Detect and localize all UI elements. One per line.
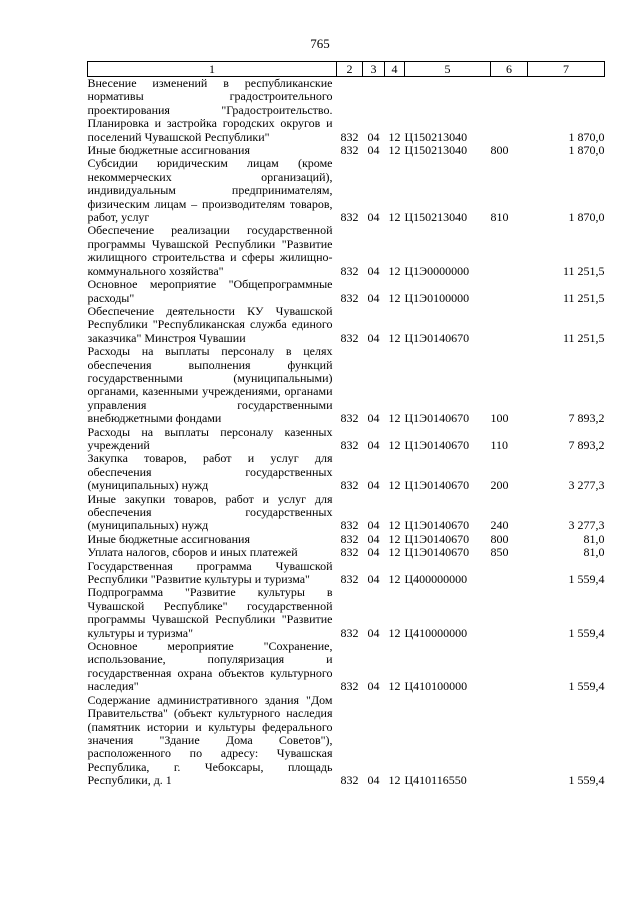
subsection-code-cell: 12 — [388, 679, 401, 694]
ministry-code-cell: 832 — [340, 290, 359, 305]
target-item-code-cell: Ц1Э0140670 — [404, 531, 470, 546]
target-item-code-cell: Ц1Э0100000 — [404, 290, 470, 305]
ministry-code-cell: 832 — [340, 478, 359, 493]
column-header: 3 — [363, 62, 385, 77]
subsection-code-cell: 12 — [388, 531, 401, 546]
target-item-code-cell: Ц1Э0140670 — [404, 518, 470, 533]
amount-cell: 1 559,4 — [568, 572, 605, 587]
row-name-cell: Обеспечение деятельности КУ Чувашской Республики "Республиканская служба единого заказчика" Минстроя Чувашии — [87, 303, 333, 345]
column-header: 6 — [491, 62, 528, 77]
expense-type-cell — [491, 278, 528, 305]
ministry-code-cell: 832 — [340, 679, 359, 694]
subsection-code-cell: 12 — [388, 437, 401, 452]
table-row — [88, 560, 605, 587]
table-row — [88, 640, 605, 694]
section-code-cell: 04 — [367, 545, 380, 560]
amount-cell: 81,0 — [583, 545, 605, 560]
expense-type-cell: 110 — [490, 437, 509, 452]
row-name-cell: Иные закупки товаров, работ и услуг для обеспечения государственных (муниципальных) нужд — [87, 491, 333, 533]
row-name-cell: Иные бюджетные ассигнования — [87, 531, 250, 546]
table-row — [88, 694, 605, 788]
target-item-code-cell: Ц1Э0140670 — [404, 411, 470, 426]
row-name-cell: Обеспечение реализации государственной программы Чувашской Республики "Развитие жилищного строительства и сферы жилищно-коммунального хозяйства" — [87, 223, 333, 278]
subsection-code-cell: 12 — [388, 210, 401, 225]
target-item-code-cell: Ц1Э0000000 — [404, 263, 470, 278]
row-name-cell: Подпрограмма "Развитие культуры в Чувашской Республике" государственной программы Чувашской Республики "Развитие культуры и туризма" — [87, 585, 333, 640]
table-row — [88, 533, 605, 546]
section-code-cell: 04 — [367, 330, 380, 345]
expense-type-cell — [491, 305, 528, 345]
section-code-cell: 04 — [367, 129, 380, 144]
target-item-code-cell: Ц1Э0140670 — [404, 478, 470, 493]
section-code-cell: 04 — [367, 263, 380, 278]
table-row — [88, 546, 605, 559]
section-code-cell: 04 — [367, 210, 380, 225]
amount-cell: 1 559,4 — [568, 773, 605, 788]
subsection-code-cell: 12 — [388, 625, 401, 640]
column-header: 7 — [528, 62, 605, 77]
subsection-code-cell: 12 — [388, 263, 401, 278]
target-item-code-cell: Ц410100000 — [404, 679, 468, 694]
row-name-cell: Основное мероприятие "Сохранение, использование, популяризация и государственная охрана объектов культурного наследия" — [87, 639, 333, 694]
table-row — [88, 426, 605, 453]
ministry-code-cell: 832 — [340, 531, 359, 546]
row-name-cell: Расходы на выплаты персоналу в целях обеспечения выполнения функций государственными (муниципальными) органами, казенными учреждениями, органами управления государственными внебюджетными фондами — [87, 344, 333, 426]
row-name-cell: Внесение изменений в республиканские нормативы градостроительного проектирования "Градостроительство. Планировка и застройка городских округов и поселений Чувашской Республики" — [87, 76, 333, 144]
expense-type-cell — [491, 224, 528, 278]
section-code-cell: 04 — [367, 478, 380, 493]
expense-type-cell: 810 — [490, 210, 509, 225]
column-header: 1 — [88, 62, 337, 77]
amount-cell: 81,0 — [583, 531, 605, 546]
ministry-code-cell: 832 — [340, 773, 359, 788]
amount-cell: 1 870,0 — [568, 210, 605, 225]
expense-type-cell — [491, 694, 528, 788]
amount-cell: 1 870,0 — [568, 143, 605, 158]
table-header-row — [88, 62, 605, 77]
ministry-code-cell: 832 — [340, 625, 359, 640]
amount-cell: 1 870,0 — [568, 129, 605, 144]
expense-type-cell: 800 — [490, 143, 509, 158]
table-row — [88, 493, 605, 533]
subsection-code-cell: 12 — [388, 330, 401, 345]
table-row — [88, 305, 605, 345]
section-code-cell: 04 — [367, 773, 380, 788]
target-item-code-cell: Ц1Э0140670 — [404, 545, 470, 560]
row-name-cell: Субсидии юридическим лицам (кроме некоммерческих организаций), индивидуальным предпринимателям, физическим лицам – производителям товаров, работ, услуг — [87, 156, 333, 225]
section-code-cell: 04 — [367, 531, 380, 546]
row-name-cell: Уплата налогов, сборов и иных платежей — [87, 545, 298, 560]
section-code-cell: 04 — [367, 572, 380, 587]
ministry-code-cell: 832 — [340, 411, 359, 426]
ministry-code-cell: 832 — [340, 129, 359, 144]
subsection-code-cell: 12 — [388, 773, 401, 788]
expense-type-cell: 800 — [490, 531, 509, 546]
table-row — [88, 77, 605, 145]
amount-cell: 11 251,5 — [562, 330, 605, 345]
ministry-code-cell: 832 — [340, 437, 359, 452]
ministry-code-cell: 832 — [340, 518, 359, 533]
section-code-cell: 04 — [367, 411, 380, 426]
ministry-code-cell: 832 — [340, 545, 359, 560]
amount-cell: 3 277,3 — [568, 478, 605, 493]
column-header: 5 — [405, 62, 491, 77]
amount-cell: 7 893,2 — [568, 411, 605, 426]
target-item-code-cell: Ц1Э0140670 — [404, 437, 470, 452]
amount-cell: 1 559,4 — [568, 679, 605, 694]
expense-type-cell: 850 — [490, 545, 509, 560]
expense-type-cell — [491, 586, 528, 640]
table-row — [88, 586, 605, 640]
expense-type-cell — [491, 640, 528, 694]
subsection-code-cell: 12 — [388, 129, 401, 144]
target-item-code-cell: Ц410000000 — [404, 625, 468, 640]
row-name-cell: Основное мероприятие "Общепрограммные расходы" — [87, 277, 333, 305]
ministry-code-cell: 832 — [340, 572, 359, 587]
expense-type-cell: 200 — [490, 478, 509, 493]
table-row — [88, 224, 605, 278]
section-code-cell: 04 — [367, 143, 380, 158]
target-item-code-cell: Ц400000000 — [404, 572, 468, 587]
amount-cell: 1 559,4 — [568, 625, 605, 640]
section-code-cell: 04 — [367, 679, 380, 694]
table-row — [88, 278, 605, 305]
expense-type-cell — [491, 77, 528, 145]
section-code-cell: 04 — [367, 625, 380, 640]
target-item-code-cell: Ц150213040 — [404, 210, 468, 225]
budget-table — [87, 61, 605, 788]
table-row — [88, 157, 605, 224]
subsection-code-cell: 12 — [388, 545, 401, 560]
row-name-cell: Закупка товаров, работ и услуг для обеспечения государственных (муниципальных) нужд — [87, 451, 333, 493]
section-code-cell: 04 — [367, 518, 380, 533]
subsection-code-cell: 12 — [388, 411, 401, 426]
ministry-code-cell: 832 — [340, 263, 359, 278]
target-item-code-cell: Ц410116550 — [404, 773, 467, 788]
page-number: 765 — [310, 36, 330, 51]
target-item-code-cell: Ц150213040 — [404, 143, 468, 158]
target-item-code-cell: Ц150213040 — [404, 129, 468, 144]
table-row — [88, 452, 605, 492]
amount-cell: 11 251,5 — [562, 263, 605, 278]
subsection-code-cell: 12 — [388, 572, 401, 587]
ministry-code-cell: 832 — [340, 143, 359, 158]
subsection-code-cell: 12 — [388, 518, 401, 533]
subsection-code-cell: 12 — [388, 478, 401, 493]
subsection-code-cell: 12 — [388, 143, 401, 158]
amount-cell: 7 893,2 — [568, 437, 605, 452]
column-header: 2 — [337, 62, 363, 77]
ministry-code-cell: 832 — [340, 330, 359, 345]
expense-type-cell — [491, 560, 528, 587]
row-name-cell: Иные бюджетные ассигнования — [87, 143, 250, 158]
subsection-code-cell: 12 — [388, 290, 401, 305]
row-name-cell: Государственная программа Чувашской Республики "Развитие культуры и туризма" — [87, 558, 333, 587]
table-row — [88, 345, 605, 425]
expense-type-cell: 240 — [490, 518, 509, 533]
section-code-cell: 04 — [367, 437, 380, 452]
expense-type-cell: 100 — [490, 411, 509, 426]
section-code-cell: 04 — [367, 290, 380, 305]
column-header: 4 — [385, 62, 405, 77]
amount-cell: 11 251,5 — [562, 290, 605, 305]
row-name-cell: Расходы на выплаты персоналу казенных учреждений — [87, 424, 333, 452]
target-item-code-cell: Ц1Э0140670 — [404, 330, 470, 345]
ministry-code-cell: 832 — [340, 210, 359, 225]
amount-cell: 3 277,3 — [568, 518, 605, 533]
row-name-cell: Содержание административного здания "Дом Правительства" (объект культурного наследия (памятник истории и культуры федерального значения "Здание Дома Советов"), расположенного по адресу: Чувашская Республика, г. Чебоксары, площадь Республики, д. 1 — [87, 692, 333, 788]
table-row — [88, 144, 605, 157]
